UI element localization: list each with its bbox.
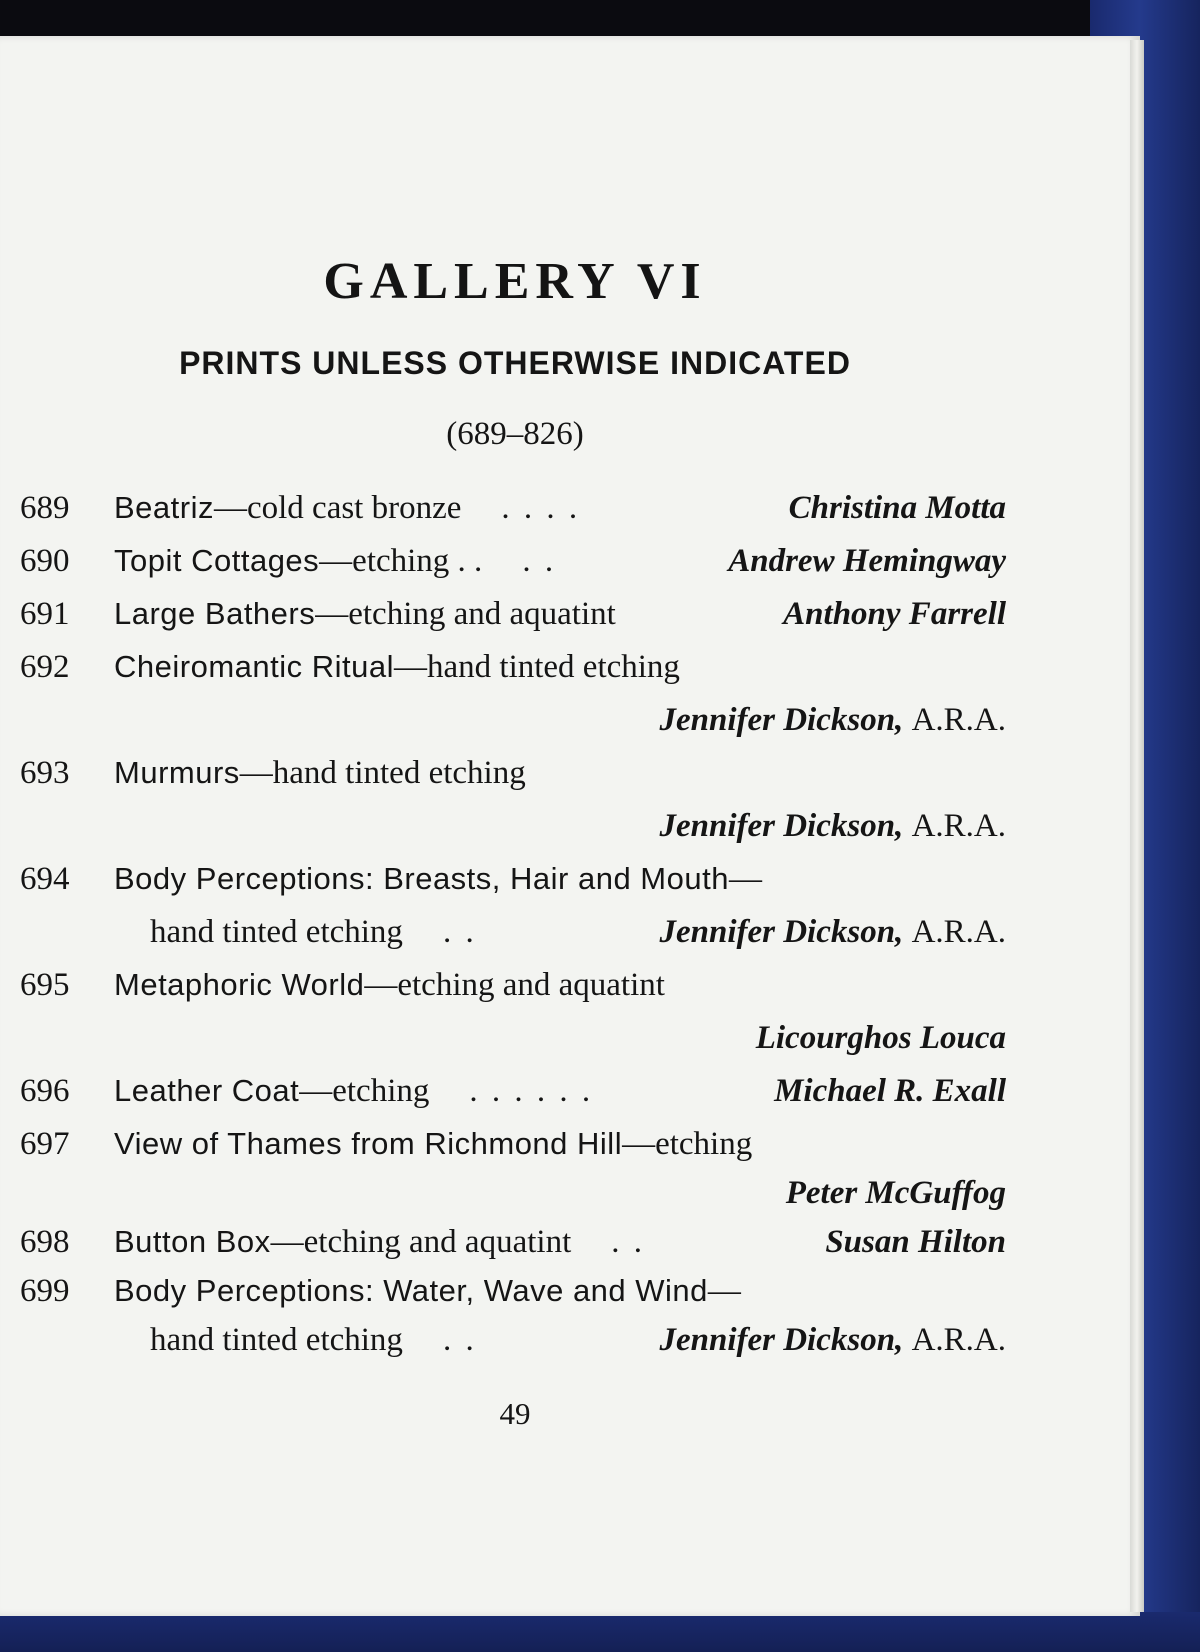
catalogue-range: (689–826) bbox=[446, 416, 584, 452]
entry-697-artist-line bbox=[20, 1175, 1006, 1219]
work-title: Topit Cottages bbox=[114, 543, 320, 578]
entry-medium-line bbox=[150, 914, 477, 951]
entry-number: 690 bbox=[20, 543, 70, 579]
page-subtitle: PRINTS UNLESS OTHERWISE INDICATED bbox=[179, 345, 851, 381]
entry-number: 697 bbox=[20, 1126, 70, 1162]
leader-dots: . . bbox=[442, 914, 477, 950]
entry-689 bbox=[20, 490, 1006, 534]
entry-695-artist-line bbox=[20, 1020, 1006, 1064]
artist-name: Susan Hilton bbox=[825, 1224, 1006, 1260]
page-edge bbox=[1130, 40, 1144, 1612]
page-title: GALLERY VI bbox=[323, 253, 707, 310]
leader-dots: . . . . bbox=[501, 490, 581, 526]
work-title: Beatriz bbox=[114, 490, 214, 525]
work-title: Body Perceptions: Breasts, Hair and Mouth bbox=[114, 861, 729, 896]
entry-title bbox=[114, 861, 762, 898]
work-title: Murmurs bbox=[114, 755, 240, 790]
work-medium: hand tinted etching bbox=[150, 914, 403, 950]
work-medium: —hand tinted etching bbox=[239, 755, 526, 791]
work-title: Cheiromantic Ritual bbox=[114, 649, 394, 684]
work-medium: —etching bbox=[299, 1073, 430, 1109]
entry-691 bbox=[20, 596, 1006, 640]
work-medium: —etching and aquatint bbox=[270, 1224, 572, 1260]
artist-name: Michael R. Exall bbox=[774, 1073, 1006, 1109]
entry-699-medium-line bbox=[20, 1322, 1006, 1366]
entry-title bbox=[114, 1073, 593, 1110]
artist-suffix: A.R.A. bbox=[911, 1322, 1006, 1358]
artist-name bbox=[659, 914, 1006, 951]
entry-title bbox=[114, 1273, 741, 1310]
entry-693 bbox=[20, 755, 1006, 799]
entry-number: 699 bbox=[20, 1273, 70, 1309]
entry-694 bbox=[20, 861, 1006, 905]
artist-name: Peter McGuffog bbox=[785, 1175, 1006, 1211]
artist-name: Anthony Farrell bbox=[783, 596, 1006, 632]
entry-698 bbox=[20, 1224, 1006, 1268]
artist-suffix: A.R.A. bbox=[911, 914, 1006, 950]
entry-number: 693 bbox=[20, 755, 70, 791]
entry-696 bbox=[20, 1073, 1006, 1117]
entry-title bbox=[114, 1224, 645, 1261]
leader-dots: . . bbox=[611, 1224, 645, 1260]
entry-692 bbox=[20, 649, 1006, 693]
entry-number: 691 bbox=[20, 596, 70, 632]
entry-number: 692 bbox=[20, 649, 70, 685]
entry-title bbox=[114, 596, 616, 633]
entry-number: 698 bbox=[20, 1224, 70, 1260]
work-medium: —cold cast bronze bbox=[213, 490, 462, 526]
entry-693-artist-line bbox=[20, 808, 1006, 852]
book-cover-bottom bbox=[0, 1612, 1200, 1652]
work-medium: —hand tinted etching bbox=[394, 649, 680, 685]
artist-text: Jennifer Dickson, bbox=[659, 914, 904, 950]
entry-number: 689 bbox=[20, 490, 70, 526]
title-dash: — bbox=[707, 1273, 741, 1309]
work-title: Leather Coat bbox=[114, 1073, 300, 1108]
artist-name: Christina Motta bbox=[788, 490, 1006, 526]
entry-title bbox=[114, 543, 556, 580]
entry-title bbox=[114, 649, 680, 686]
artist-name bbox=[659, 1322, 1006, 1359]
entry-number: 696 bbox=[20, 1073, 70, 1109]
entry-title bbox=[114, 1126, 752, 1163]
artist-name bbox=[659, 702, 1006, 739]
leader-dots: . . bbox=[522, 543, 557, 579]
artist-suffix: A.R.A. bbox=[911, 808, 1006, 844]
title-dash: — bbox=[728, 861, 762, 897]
work-title: Button Box bbox=[114, 1224, 271, 1259]
artist-name: Licourghos Louca bbox=[755, 1020, 1006, 1056]
entry-number: 694 bbox=[20, 861, 70, 897]
entry-699 bbox=[20, 1273, 1006, 1317]
work-medium: —etching and aquatint bbox=[315, 596, 616, 632]
entry-number: 695 bbox=[20, 967, 70, 1003]
artist-text: Jennifer Dickson, bbox=[659, 1322, 904, 1358]
artist-name bbox=[659, 808, 1006, 845]
work-medium: —etching bbox=[622, 1126, 753, 1162]
entry-medium-line bbox=[150, 1322, 477, 1359]
work-title: View of Thames from Richmond Hill bbox=[114, 1126, 623, 1161]
entry-title bbox=[114, 755, 526, 792]
artist-text: Jennifer Dickson, bbox=[659, 808, 904, 844]
work-medium: hand tinted etching bbox=[150, 1322, 403, 1358]
entry-title bbox=[114, 967, 665, 1004]
page-number: 49 bbox=[499, 1396, 531, 1431]
entry-title bbox=[114, 490, 580, 527]
work-title: Large Bathers bbox=[114, 596, 316, 631]
entry-697 bbox=[20, 1126, 1006, 1170]
leader-dots: . . bbox=[442, 1322, 477, 1358]
artist-suffix: A.R.A. bbox=[911, 702, 1006, 738]
entry-695 bbox=[20, 967, 1006, 1011]
entry-692-artist-line bbox=[20, 702, 1006, 746]
work-title: Body Perceptions: Water, Wave and Wind bbox=[114, 1273, 708, 1308]
artist-name: Andrew Hemingway bbox=[728, 543, 1006, 579]
leader-dots: . . . . . . bbox=[469, 1073, 594, 1109]
work-title: Metaphoric World bbox=[114, 967, 365, 1002]
entry-694-medium-line bbox=[20, 914, 1006, 958]
work-medium: —etching and aquatint bbox=[364, 967, 665, 1003]
artist-text: Jennifer Dickson, bbox=[659, 702, 904, 738]
entry-690 bbox=[20, 543, 1006, 587]
work-medium: —etching . . bbox=[319, 543, 483, 579]
